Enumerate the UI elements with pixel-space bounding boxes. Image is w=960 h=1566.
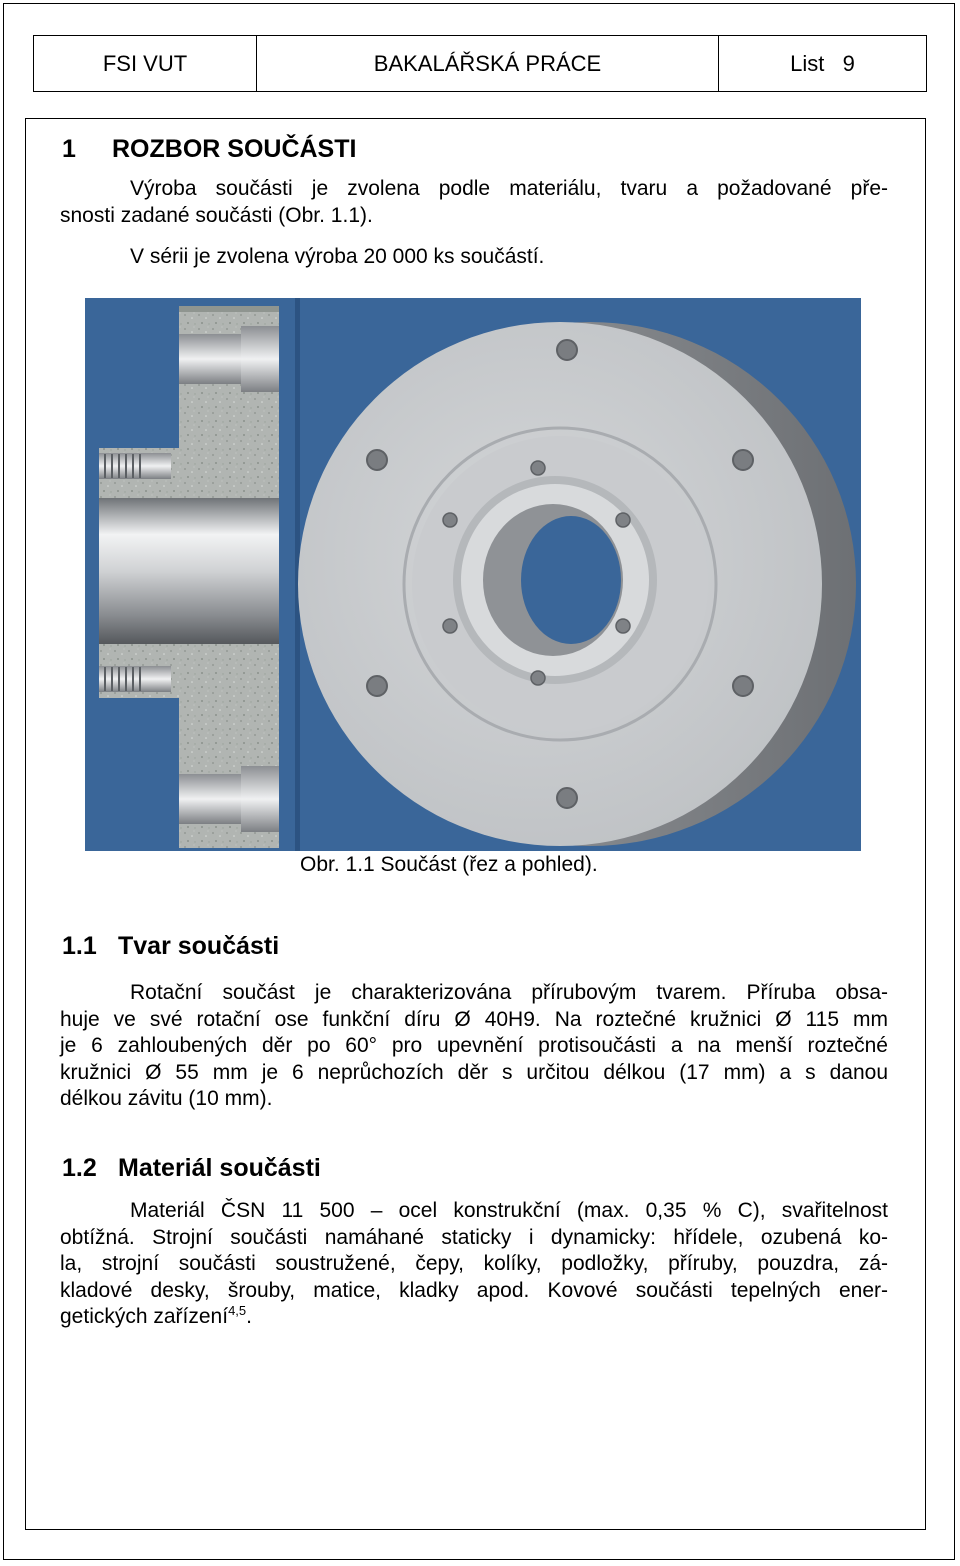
text-fragment: . — [246, 1305, 252, 1328]
section-heading-1-2 — [62, 1154, 321, 1183]
text-line: snosti zadané součásti (Obr. 1.1). — [60, 203, 373, 227]
text-line: obtížná. Strojní součásti namáhané staticky i dynamicky: hřídele, ozubená ko- — [60, 1225, 888, 1249]
header-title: BAKALÁŘSKÁ PRÁCE — [257, 36, 719, 91]
text-line: V sérii je zvolena výroba 20 000 ks součástí. — [130, 245, 545, 268]
text-fragment: getických zařízení — [60, 1305, 229, 1328]
intro-paragraph — [60, 176, 888, 229]
shape-paragraph — [60, 980, 888, 1113]
text-line: kladové desky, šrouby, matice, kladky apod. Kovové součásti tepelných ener- — [60, 1278, 888, 1302]
material-paragraph — [60, 1198, 888, 1331]
header-school: FSI VUT — [34, 36, 257, 91]
section-number: 1.2 — [62, 1154, 97, 1182]
section-number: 1.1 — [62, 932, 97, 960]
text-line: la, strojní součásti soustružené, čepy, kolíky, podložky, příruby, pouzdra, zá- — [60, 1252, 888, 1275]
text-line: Rotační součást je charakterizována přírubovým tvarem. Příruba obsa- — [130, 981, 888, 1004]
part-figure — [85, 298, 861, 851]
text-line: je 6 zahloubených děr po 60° pro upevnění protisoučásti a na menší roztečné — [60, 1034, 888, 1057]
header-page-number: List 9 — [790, 50, 855, 76]
citation-superscript: 4,5 — [228, 1303, 247, 1318]
figure-caption: Obr. 1.1 Součást (řez a pohled). — [300, 853, 598, 876]
page-header — [33, 35, 927, 92]
series-paragraph — [60, 244, 888, 271]
section-title: ROZBOR SOUČÁSTI — [112, 135, 357, 163]
text-line: Materiál ČSN 11 500 – ocel konstrukční (max. 0,35 % C), svařitelnost — [130, 1199, 888, 1222]
text-line — [60, 1304, 888, 1331]
section-heading-1-1 — [62, 932, 279, 961]
text-line: huje ve své rotační ose funkční díru Ø 40H9. Na roztečné kružnici Ø 115 mm — [60, 1007, 888, 1031]
text-line: délkou závitu (10 mm). — [60, 1087, 273, 1110]
section-title: Materiál součásti — [118, 1154, 321, 1182]
section-title: Tvar součásti — [118, 932, 280, 960]
section-number: 1 — [62, 135, 76, 163]
section-heading-1 — [62, 135, 356, 164]
perspective-view — [298, 322, 856, 846]
text-line: kružnici Ø 55 mm je 6 neprůchozích děr s určitou délkou (17 mm) a s danou — [60, 1060, 888, 1084]
text-line: Výroba součásti je zvolena podle materiálu, tvaru a požadované pře- — [130, 177, 888, 200]
